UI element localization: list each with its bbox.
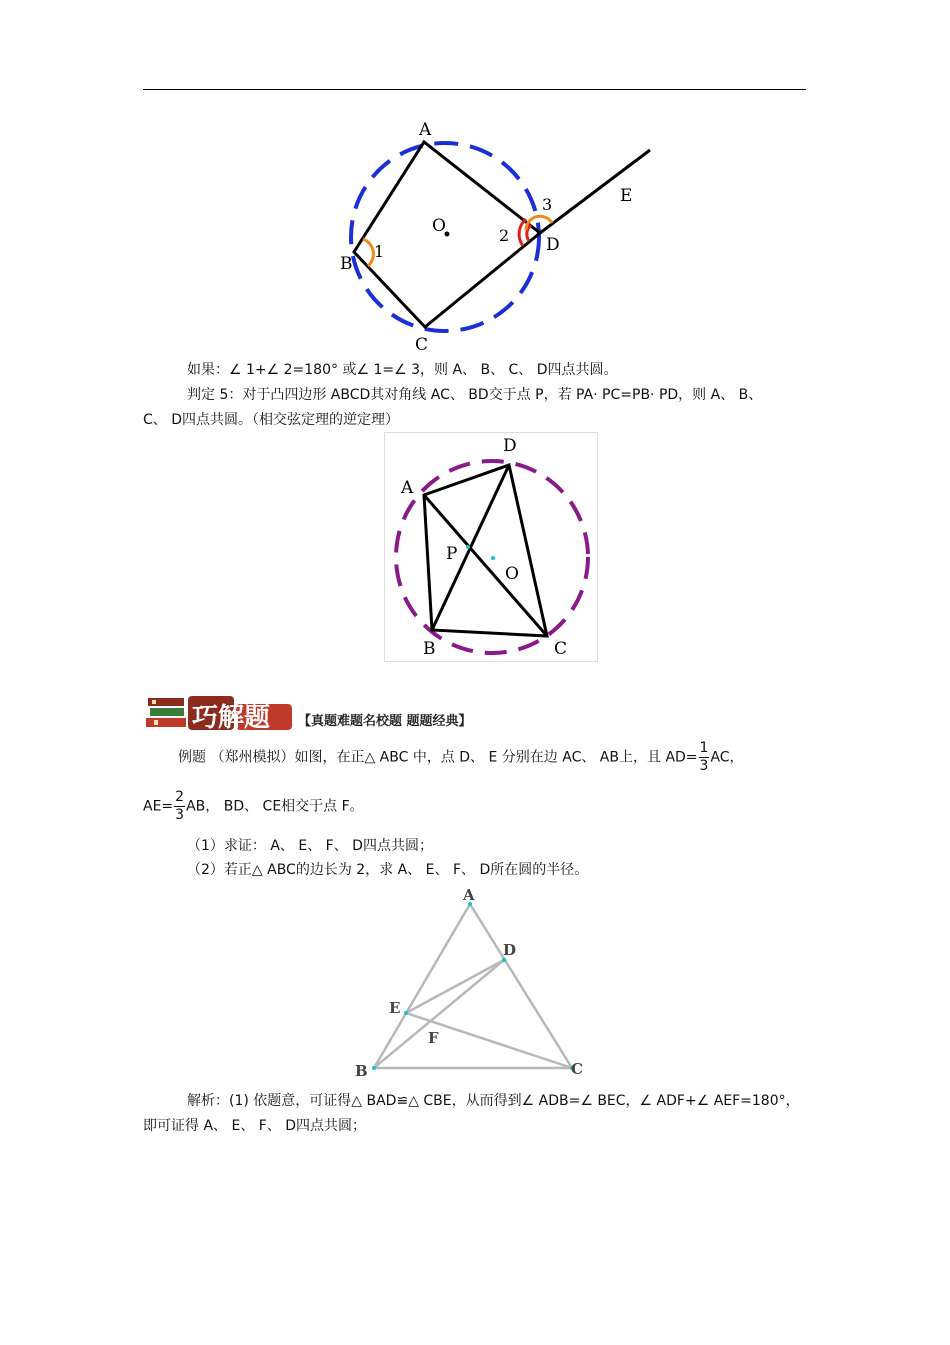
question-1: （1）求证： A、 E、 F、 D四点共圆；	[187, 838, 433, 854]
label-o: O	[432, 216, 446, 236]
circumcircle	[351, 143, 539, 331]
label-angle-3: 3	[542, 195, 553, 214]
figure-frame	[385, 433, 598, 662]
fraction-numerator: 2	[175, 789, 185, 805]
point-b	[372, 1066, 376, 1070]
text-line-1: 如果：∠ 1+∠ 2=180° 或∠ 1=∠ 3，则 A、 B、 C、 D四点共圆。	[187, 362, 618, 378]
label-a: A	[419, 120, 432, 140]
label-f: F	[428, 1029, 439, 1047]
example-line-1-prefix: 例题 （郑州模拟）如图，在正△ ABC 中，点 D、 E 分别在边 AC、 AB上，且 AD=	[178, 749, 698, 766]
fraction-denominator: 3	[175, 807, 185, 823]
solution-line-2: 即可证得 A、 E、 F、 D四点共圆；	[143, 1118, 367, 1134]
fraction-numerator: 1	[699, 740, 709, 756]
question-2: （2）若正△ ABC的边长为 2，求 A、 E、 F、 D所在圆的半径。	[187, 862, 589, 878]
text-line-3: C、 D四点共圆。（相交弦定理的逆定理）	[143, 412, 400, 428]
label-c: C	[415, 335, 429, 355]
label-c: C	[554, 639, 568, 659]
solution-line-1: 解析：(1) 依题意，可证得△ BAD≌△ CBE，从而得到∠ ADB=∠ BEC，∠ ADF+∠ AEF=180°，	[187, 1093, 800, 1109]
figure-equilateral-triangle	[350, 884, 590, 1080]
example-line-2	[143, 789, 364, 824]
label-c: C	[571, 1060, 583, 1078]
label-d: D	[546, 235, 560, 255]
label-b: B	[340, 254, 353, 274]
books-icon	[146, 694, 296, 734]
center-point-o	[491, 556, 495, 560]
label-d: D	[503, 436, 517, 456]
point-p	[466, 545, 470, 549]
banner-subtitle: 【真题难题名校题 题题经典】	[298, 714, 472, 729]
text-line-2: 判定 5：对于凸四边形 ABCD其对角线 AC、 BD交于点 P，若 PA· PC=PB· PD，则 A、 B、	[187, 387, 763, 403]
figure-intersecting-chords	[384, 432, 598, 662]
diagonal-bd	[432, 465, 509, 630]
banner-logo-text: 巧解题	[192, 703, 271, 733]
label-b: B	[355, 1062, 368, 1080]
label-angle-2: 2	[499, 226, 510, 245]
figure-cyclic-quadrilateral	[330, 115, 670, 360]
label-b: B	[423, 639, 436, 659]
fraction-two-thirds	[174, 789, 185, 824]
example-line-2-prefix: AE=	[143, 798, 174, 815]
label-d: D	[503, 941, 517, 959]
label-e: E	[389, 999, 401, 1017]
label-angle-1: 1	[374, 242, 385, 261]
fraction-one-third	[699, 740, 710, 775]
example-line-1	[178, 740, 744, 775]
label-o: O	[505, 564, 519, 584]
label-e: E	[620, 186, 633, 206]
point-e	[404, 1011, 408, 1015]
header-rule	[143, 89, 806, 90]
example-line-1-suffix: AC，	[710, 749, 744, 766]
label-a: A	[463, 886, 475, 904]
example-line-2-suffix: AB， BD、 CE相交于点 F。	[186, 798, 364, 815]
fraction-denominator: 3	[699, 758, 709, 774]
label-a: A	[401, 478, 414, 498]
label-p: P	[446, 544, 458, 564]
extension-de	[540, 150, 650, 233]
